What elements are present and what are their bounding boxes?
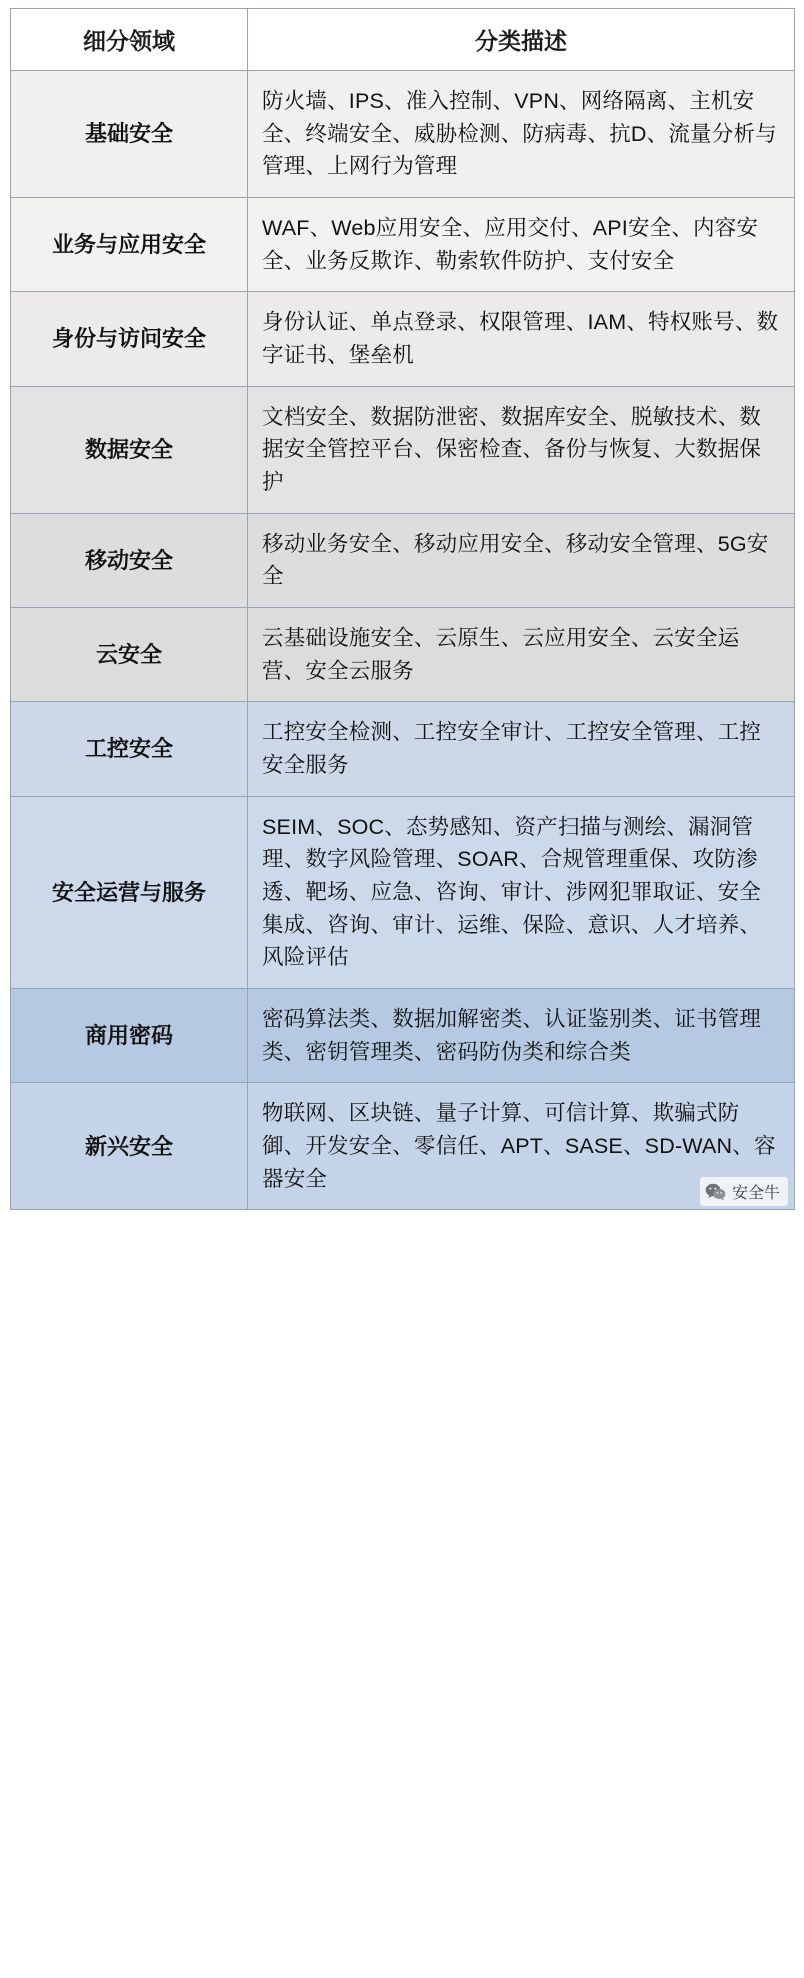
table-row	[11, 796, 795, 988]
category-cell: 工控安全	[11, 702, 248, 796]
table-header-row	[11, 9, 795, 71]
column-header-description: 分类描述	[248, 9, 795, 71]
column-header-category: 细分领域	[11, 9, 248, 71]
description-cell: 物联网、区块链、量子计算、可信计算、欺骗式防御、开发安全、零信任、APT、SASE、SD-WAN、容器安全	[248, 1083, 795, 1210]
description-cell: SEIM、SOC、态势感知、资产扫描与测绘、漏洞管理、数字风险管理、SOAR、合规管理重保、攻防渗透、靶场、应急、咨询、审计、涉网犯罪取证、安全集成、咨询、审计、运维、保险、意识、人才培养、风险评估	[248, 796, 795, 988]
table-row	[11, 386, 795, 513]
table-header	[11, 9, 795, 71]
table-row	[11, 292, 795, 386]
category-cell: 安全运营与服务	[11, 796, 248, 988]
category-cell: 商用密码	[11, 989, 248, 1083]
category-cell: 移动安全	[11, 513, 248, 607]
description-cell: 工控安全检测、工控安全审计、工控安全管理、工控安全服务	[248, 702, 795, 796]
table-row	[11, 1083, 795, 1210]
description-cell: 移动业务安全、移动应用安全、移动安全管理、5G安全	[248, 513, 795, 607]
category-cell: 云安全	[11, 608, 248, 702]
category-cell: 身份与访问安全	[11, 292, 248, 386]
description-cell: 防火墙、IPS、准入控制、VPN、网络隔离、主机安全、终端安全、威胁检测、防病毒、抗D、流量分析与管理、上网行为管理	[248, 71, 795, 198]
watermark-chip	[700, 1177, 788, 1206]
description-cell: WAF、Web应用安全、应用交付、API安全、内容安全、业务反欺诈、勒索软件防护、支付安全	[248, 198, 795, 292]
table-row	[11, 71, 795, 198]
category-cell: 数据安全	[11, 386, 248, 513]
category-cell: 新兴安全	[11, 1083, 248, 1210]
table-row	[11, 608, 795, 702]
watermark-label: 安全牛	[731, 1185, 780, 1203]
table-row	[11, 989, 795, 1083]
description-cell: 身份认证、单点登录、权限管理、IAM、特权账号、数字证书、堡垒机	[248, 292, 795, 386]
category-cell: 基础安全	[11, 71, 248, 198]
table-row	[11, 198, 795, 292]
table-body	[11, 71, 795, 1210]
security-categories-table	[10, 8, 795, 1210]
table-row	[11, 702, 795, 796]
description-cell: 密码算法类、数据加解密类、认证鉴别类、证书管理类、密钥管理类、密码防伪类和综合类	[248, 989, 795, 1083]
wechat-icon	[705, 1183, 726, 1201]
category-cell: 业务与应用安全	[11, 198, 248, 292]
description-cell: 云基础设施安全、云原生、云应用安全、云安全运营、安全云服务	[248, 608, 795, 702]
description-cell: 文档安全、数据防泄密、数据库安全、脱敏技术、数据安全管控平台、保密检查、备份与恢复、大数据保护	[248, 386, 795, 513]
table-row	[11, 513, 795, 607]
